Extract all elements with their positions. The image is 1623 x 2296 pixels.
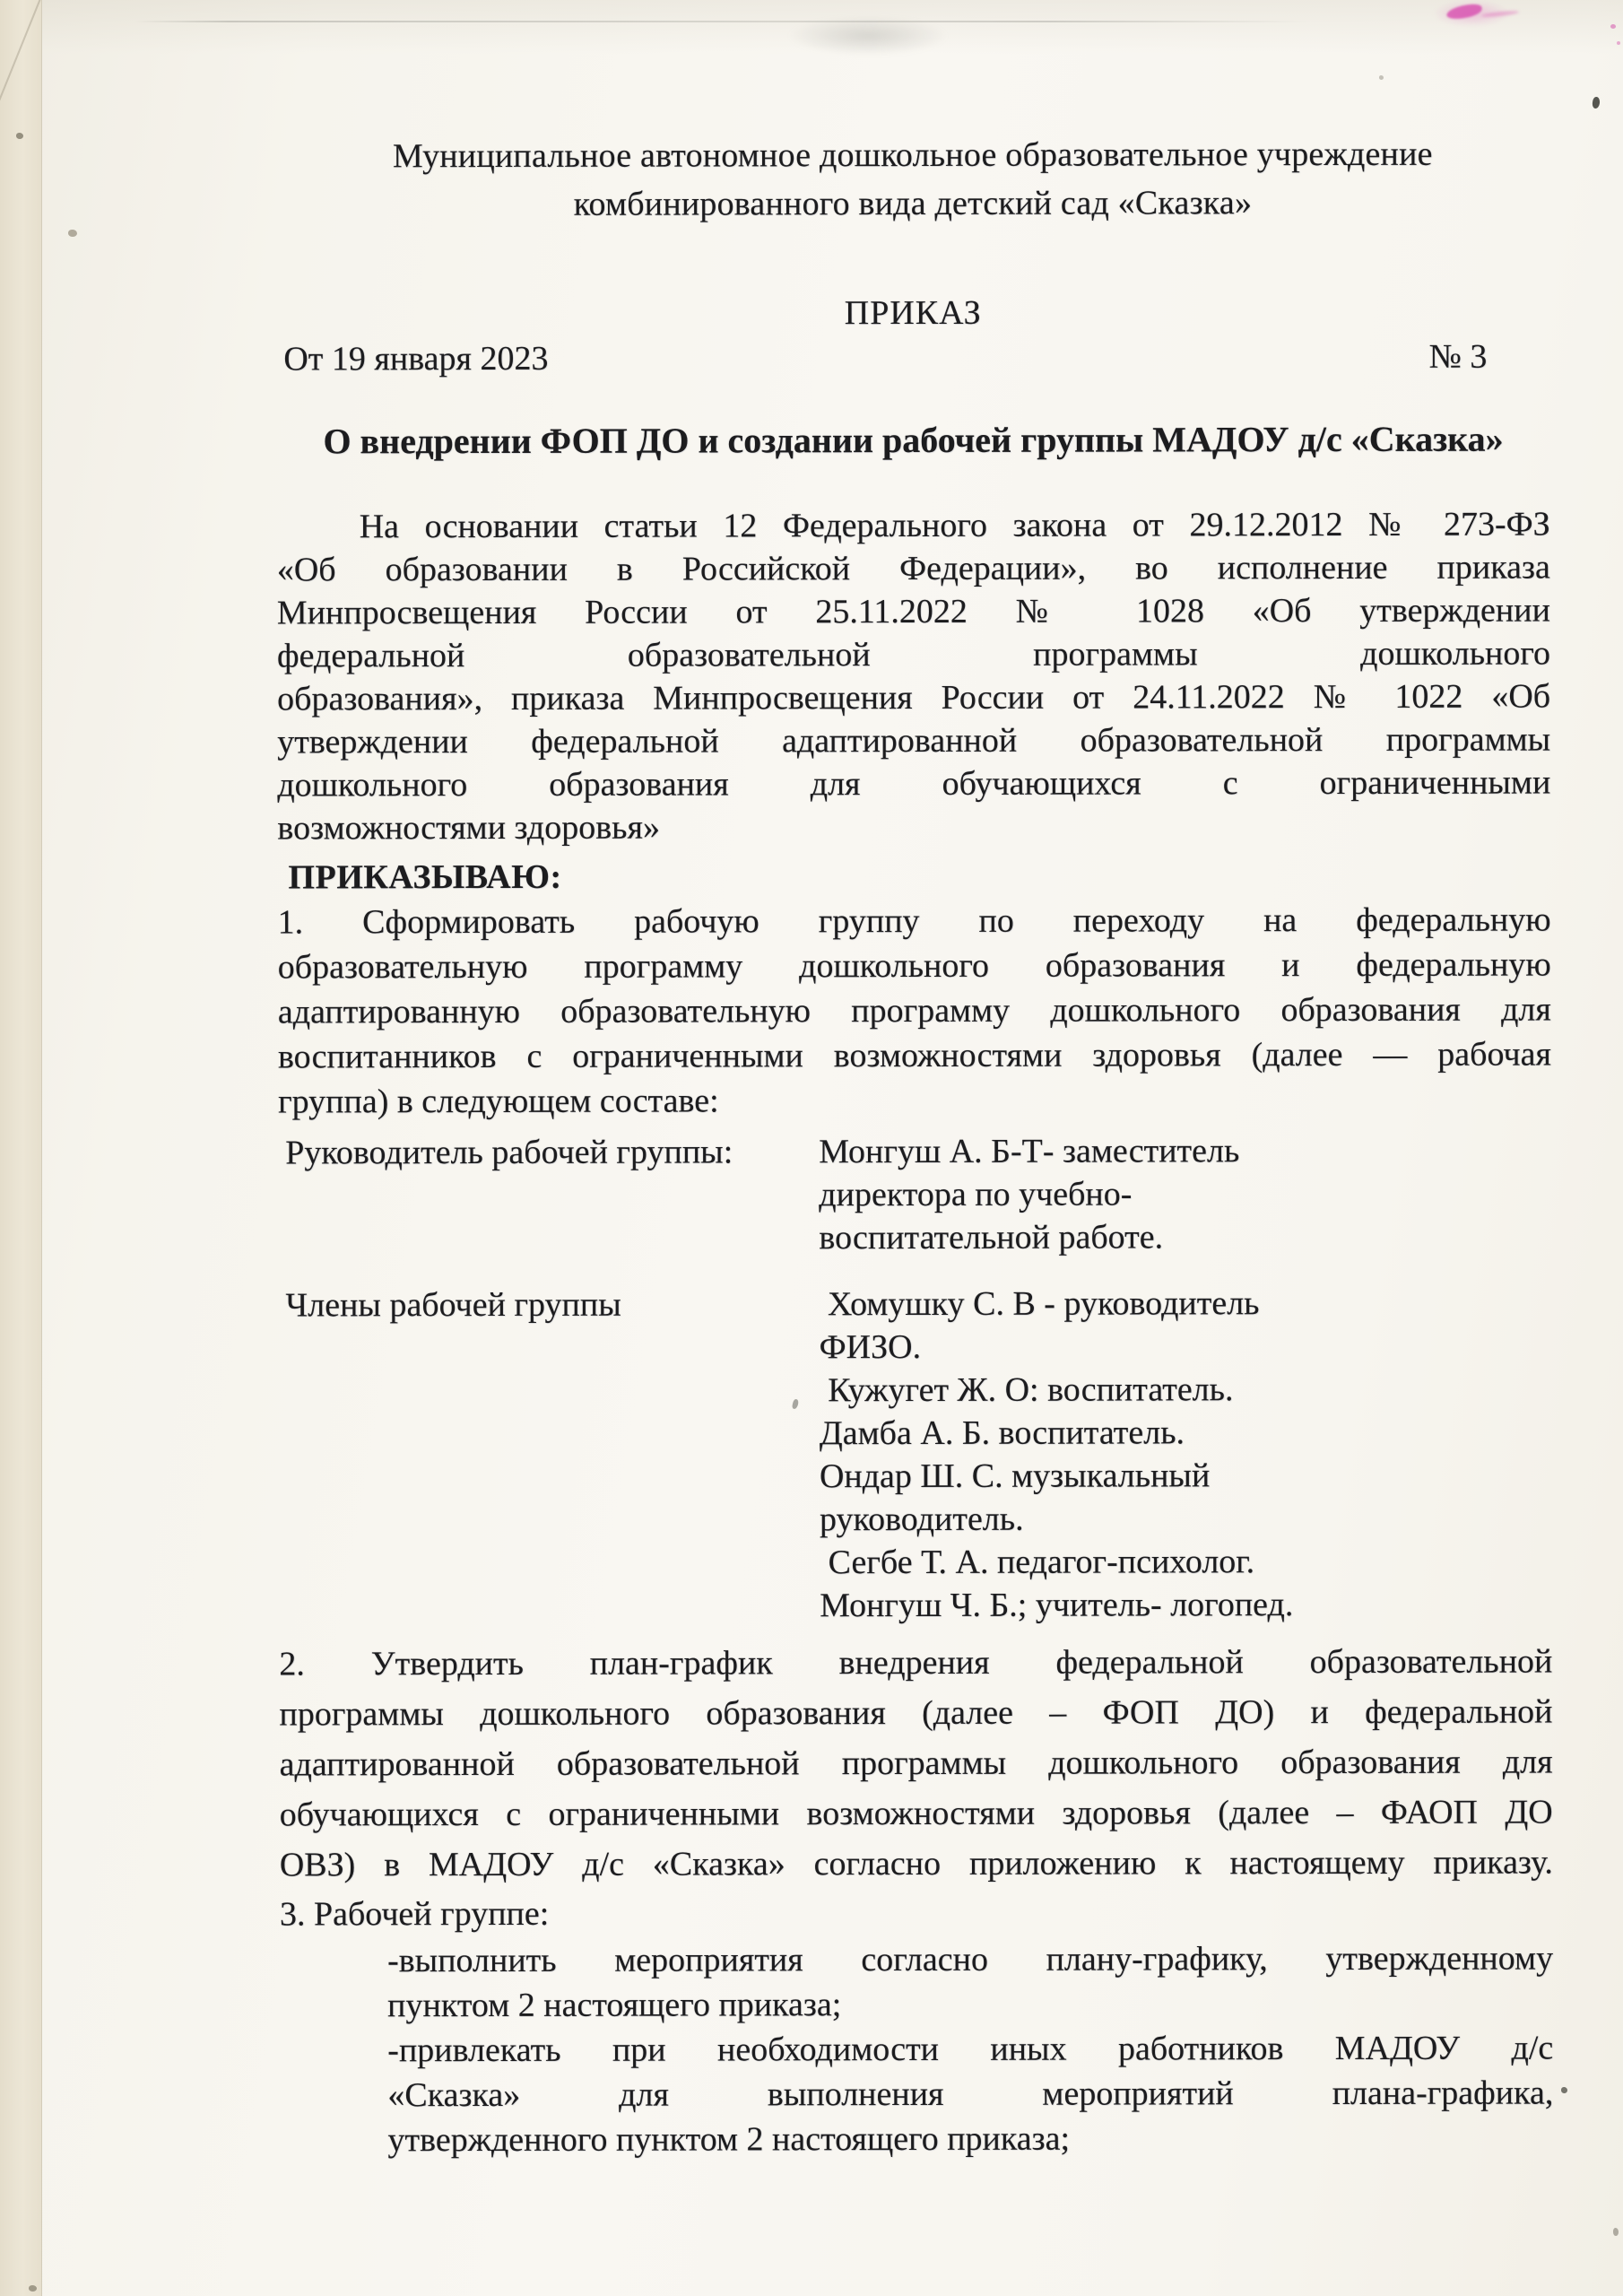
preamble-paragraph bbox=[277, 503, 1551, 850]
subitem-line: -привлекать при необходимости иных работников МАДОУ д/с bbox=[387, 2029, 1554, 2070]
subitem-line: утвержденного пунктом 2 настоящего приказа; bbox=[387, 2119, 1071, 2160]
working-group-leader-label: Руководитель рабочей группы: bbox=[285, 1133, 733, 1172]
preamble-line: На основании статьи 12 Федерального закона от 29.12.2012 № 273-ФЗ bbox=[359, 505, 1550, 546]
subitem-line: «Сказка» для выполнения мероприятий плана-графика, bbox=[387, 2074, 1554, 2115]
item1-line: адаптированную образовательную программу дошкольного образования для bbox=[277, 990, 1551, 1031]
member-line: Кужугет Ж. О: воспитатель. bbox=[819, 1370, 1234, 1410]
preamble-line: утверждении федеральной адаптированной образовательной программы bbox=[277, 720, 1551, 761]
working-group-leader-row bbox=[278, 1129, 1551, 1261]
preamble-line: возможностями здоровья» bbox=[277, 808, 660, 848]
member-line: Хомушку С. В - руководитель bbox=[819, 1284, 1260, 1324]
item2-line: программы дошкольного образования (далее – ФОП ДО) и федеральной bbox=[279, 1692, 1553, 1734]
member-line: воспитательной работе. bbox=[819, 1218, 1164, 1257]
member-line: ФИЗО. bbox=[819, 1327, 922, 1367]
member-line: Ондар Ш. С. музыкальный bbox=[819, 1457, 1211, 1496]
organization-name-line1: Муниципальное автономное дошкольное образовательное учреждение bbox=[392, 135, 1433, 176]
date-and-number-row bbox=[276, 335, 1549, 382]
resolution-label: ПРИКАЗЫВАЮ: bbox=[288, 857, 562, 897]
item1-line: воспитанников с ограниченными возможностями здоровья (далее — рабочая bbox=[277, 1035, 1551, 1076]
preamble-line: «Об образовании в Российской Федерации», во исполнение приказа bbox=[276, 548, 1550, 589]
member-line: директора по учебно- bbox=[819, 1175, 1133, 1214]
order-date: От 19 января 2023 bbox=[283, 339, 549, 378]
working-group-leader-value bbox=[819, 1129, 1551, 1260]
subitem-line: пунктом 2 настоящего приказа; bbox=[387, 1986, 842, 2025]
member-line: руководитель. bbox=[819, 1500, 1024, 1539]
subitem-line: -выполнить мероприятия согласно плану-графику, утвержденному bbox=[387, 1939, 1554, 1980]
subitem-1 bbox=[387, 1936, 1553, 2029]
item2-line: ОВЗ) в МАДОУ д/с «Сказка» согласно приложению к настоящему приказу. bbox=[279, 1843, 1553, 1884]
member-line: Сегбе Т. А. педагог-психолог. bbox=[820, 1543, 1255, 1582]
item2-line: обучающихся с ограниченными возможностями здоровья (далее – ФАОП ДО bbox=[279, 1793, 1553, 1834]
member-line: Монгуш Ч. Б.; учитель- логопед. bbox=[820, 1586, 1294, 1625]
working-group-members-label: Члены рабочей группы bbox=[285, 1285, 621, 1325]
item1-line: 1. Сформировать рабочую группу по переходу на федеральную bbox=[277, 900, 1551, 942]
item1-line: группа) в следующем составе: bbox=[278, 1082, 719, 1121]
order-title: О внедрении ФОП ДО и создании рабочей группы МАДОУ д/с «Сказка» bbox=[323, 418, 1504, 462]
organization-name bbox=[276, 130, 1549, 230]
order-item-2 bbox=[279, 1637, 1553, 1891]
order-document-body bbox=[275, 0, 1553, 2162]
organization-name-line2: комбинированного вида детский сад «Сказка» bbox=[573, 184, 1253, 223]
item1-line: образовательную программу дошкольного образования и федеральную bbox=[277, 945, 1551, 987]
preamble-line: образования», приказа Минпросвещения России от 24.11.2022 № 1022 «Об bbox=[277, 677, 1551, 718]
working-group-members-value bbox=[819, 1282, 1552, 1628]
item2-line: 2. Утвердить план-график внедрения федеральной образовательной bbox=[279, 1642, 1553, 1683]
member-line: Дамба А. Б. воспитатель. bbox=[819, 1413, 1185, 1453]
order-item-3-subitems bbox=[387, 1936, 1554, 2163]
document-type-heading: ПРИКАЗ bbox=[844, 293, 982, 333]
scan-left-edge bbox=[0, 0, 41, 2296]
preamble-line: дошкольного образования для обучающихся с ограниченными bbox=[277, 763, 1551, 804]
order-item-1 bbox=[278, 898, 1552, 1125]
preamble-line: федеральной образовательной программы дошкольного bbox=[276, 634, 1551, 675]
order-item-3-label: 3. Рабочей группе: bbox=[279, 1894, 550, 1934]
subitem-2 bbox=[387, 2026, 1553, 2163]
member-line: Монгуш А. Б-Т- заместитель bbox=[819, 1132, 1240, 1171]
item2-line: адаптированной образовательной программы дошкольного образования для bbox=[279, 1743, 1553, 1784]
working-group-table bbox=[278, 1129, 1552, 1629]
order-number: № 3 bbox=[1428, 337, 1488, 376]
preamble-line: Минпросвещения России от 25.11.2022 № 1028 «Об утверждении bbox=[276, 591, 1550, 632]
working-group-members-row bbox=[278, 1282, 1552, 1629]
